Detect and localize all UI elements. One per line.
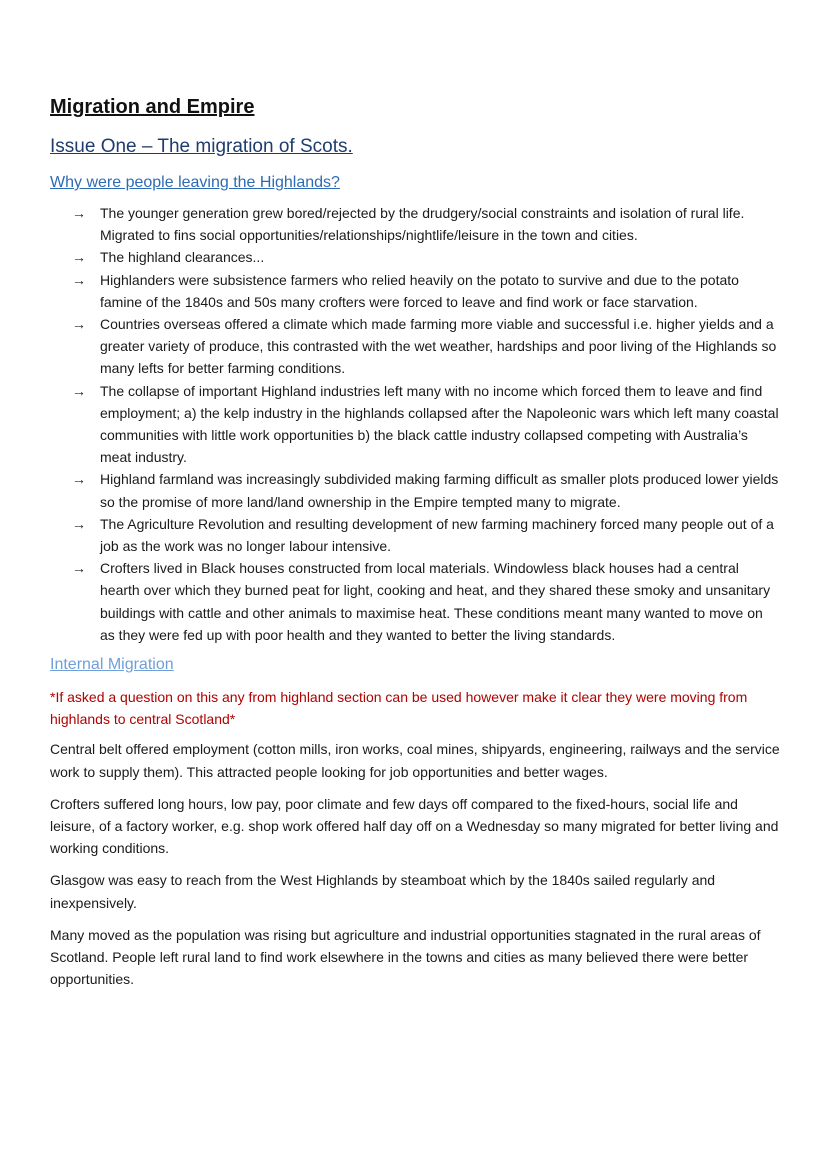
arrow-bullet-icon: → (72, 560, 86, 577)
list-item-text: Highlanders were subsistence farmers who relied heavily on the potato to survive and due to the potato famine of the 1840s and 50s many crofters were forced to leave and find work or face starvation. (100, 271, 739, 310)
arrow-bullet-icon: → (72, 382, 86, 399)
arrow-bullet-icon: → (72, 471, 86, 488)
list-item (50, 246, 780, 268)
arrow-bullet-icon: → (72, 316, 86, 333)
list-item-text: The Agriculture Revolution and resulting development of new farming machinery forced many people out of a job as the work was no longer labour intensive. (100, 515, 774, 555)
arrow-bullet-icon: → (72, 249, 86, 266)
list-item (50, 513, 780, 557)
list-item (50, 313, 780, 380)
list-item (50, 269, 780, 313)
highlands-reasons-list (50, 202, 780, 646)
list-item (50, 468, 780, 512)
arrow-bullet-icon: → (72, 205, 86, 221)
paragraph: Many moved as the population was rising but agriculture and industrial opportunities stagnated in the rural areas of Scotland. People left rural land to find work elsewhere in the towns and cities as many believed there were better opportunities. (50, 926, 761, 988)
paragraph: Glasgow was easy to reach from the West Highlands by steamboat which by the 1840s sailed regularly and inexpensively. (50, 872, 716, 911)
paragraph: Crofters suffered long hours, low pay, poor climate and few days off compared to the fixed-hours, social life and leisure, of a factory worker, e.g. shop work offered half day off on a Wednesday so many migrated for better living and working conditions. (50, 795, 779, 857)
list-item-text: The younger generation grew bored/rejected by the drudgery/social constraints and isolation of rural life. Migrated to fins social opportunities/relationships/nightlife/leisure in the town and cities. (100, 205, 745, 244)
highlands-section-heading: Why were people leaving the Highlands? (50, 174, 340, 191)
list-item-text: Highland farmland was increasingly subdivided making farming difficult as smaller plots produced lower yields so the promise of more land/land ownership in the Empire tempted many to migrate. (100, 471, 779, 510)
issue-heading: Issue One – The migration of Scots. (50, 136, 353, 157)
list-item (50, 557, 780, 646)
list-item-text: The collapse of important Highland industries left many with no income which forced them to leave and find employment; a) the kelp industry in the highlands collapsed after the Napoleonic wars which left many coastal communities with little work opportunities b) the black cattle industry collapsed competing with Australia’s meat industry. (100, 382, 779, 466)
list-item-text: Countries overseas offered a climate which made farming more viable and successful i.e. higher yields and a greater variety of produce, this contrasted with the wet weather, hardships and poor living of the Highlands so many lefts for better farming conditions. (100, 316, 777, 377)
document-title: Migration and Empire (50, 96, 255, 118)
list-item-text: The highland clearances... (100, 249, 265, 266)
document-page (50, 94, 780, 1001)
list-item (50, 380, 780, 469)
list-item (50, 202, 780, 246)
list-item-text: Crofters lived in Black houses constructed from local materials. Windowless black houses had a central hearth over which they burned peat for light, cooking and heat, and they shared these smoky and unsanitary buildings with cattle and other animals to maximise heat. These conditions meant many wanted to move on as they were fed up with poor health and they wanted to better the living standards. (100, 560, 771, 643)
paragraph: Central belt offered employment (cotton mills, iron works, coal mines, shipyards, engineering, railways and the service work to supply them). This attracted people looking for job opportunities and better wages. (50, 741, 780, 780)
arrow-bullet-icon: → (72, 271, 86, 288)
exam-note: *If asked a question on this any from highland section can be used however make it clear they were moving from highlands to central Scotland* (50, 689, 748, 728)
arrow-bullet-icon: → (72, 515, 86, 532)
internal-migration-heading: Internal Migration (50, 656, 174, 674)
